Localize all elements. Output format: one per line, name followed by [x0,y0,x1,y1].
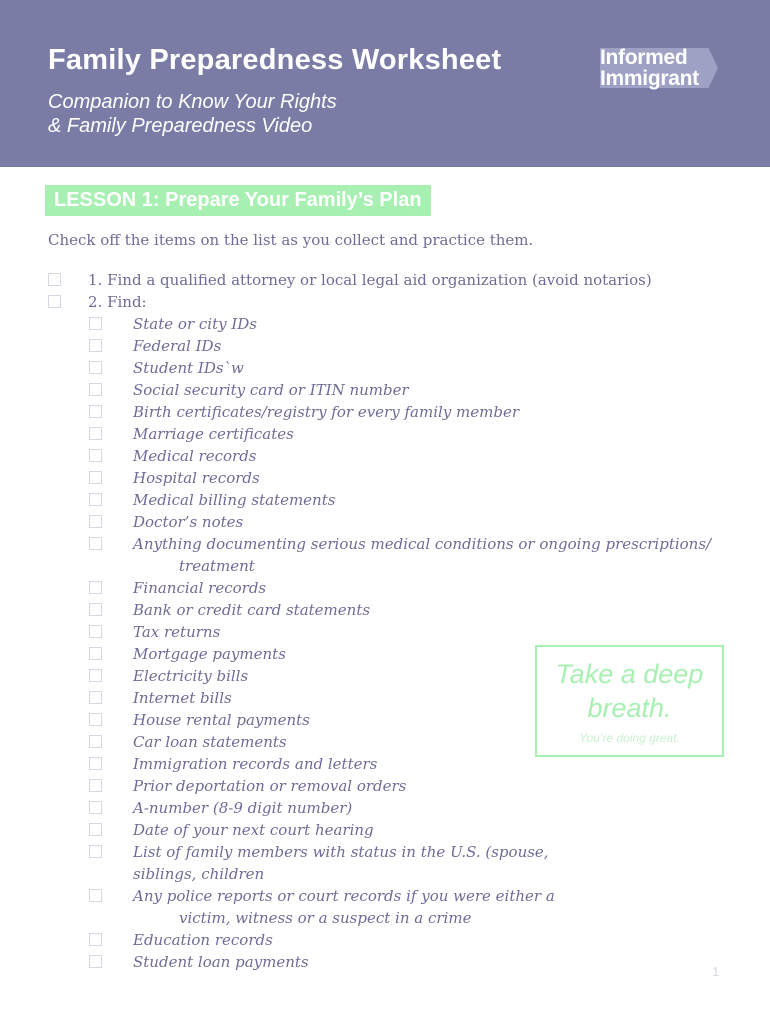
checkbox-federal-ids[interactable] [89,339,102,352]
checklist-item-medical-records: Medical records [133,447,257,465]
checklist-item-hospital-records: Hospital records [133,469,260,487]
page-number: 1 [712,964,720,979]
logo-text-line-1: Informed [600,46,688,69]
checklist-item-doctors-notes: Doctor’s notes [133,513,244,531]
checklist-item-tax-returns: Tax returns [133,623,221,641]
subtitle-line-1: Companion to Know Your Rights [48,91,337,113]
page-title: Family Preparedness Worksheet [48,44,502,76]
header-banner [0,0,770,167]
checkbox-court-hearing[interactable] [89,823,102,836]
checkbox-immigration-records[interactable] [89,757,102,770]
callout-title-line-1: Take a deep [555,659,704,689]
checkbox-medical-records[interactable] [89,449,102,462]
checklist-item-financial-records: Financial records [133,579,267,597]
checkbox-main-2[interactable] [48,295,61,308]
checkbox-police-reports[interactable] [89,889,102,902]
callout-subtext: You’re doing great. [579,731,680,745]
checklist-item-serious-conditions: Anything documenting serious medical conditions or ongoing prescriptions/ [133,535,712,553]
checklist-item-main-1: 1. Find a qualified attorney or local legal aid organization (avoid notarios) [88,271,652,289]
checklist-item-immigration-records: Immigration records and letters [133,755,378,773]
checklist-item-federal-ids: Federal IDs [133,337,222,355]
checklist-item-marriage-certificates: Marriage certificates [133,425,294,443]
page-subtitle [48,90,337,138]
checkbox-prior-deportation[interactable] [89,779,102,792]
checklist-item-police-reports: Any police reports or court records if you were either a [133,887,555,905]
callout-title-line-2: breath. [587,693,672,723]
checkbox-hospital-records[interactable] [89,471,102,484]
checkbox-serious-conditions[interactable] [89,537,102,550]
logo-text-line-2: Immigrant [600,67,699,90]
checklist-item-medical-billing: Medical billing statements [133,491,336,509]
checklist-item-car-loan: Car loan statements [133,733,287,751]
checkbox-medical-billing[interactable] [89,493,102,506]
checkbox-state-ids[interactable] [89,317,102,330]
checklist-item-student-ids: Student IDs`w [133,359,244,377]
checkbox-tax-returns[interactable] [89,625,102,638]
checklist-item-family-members-cont: siblings, children [133,865,265,883]
checkbox-financial-records[interactable] [89,581,102,594]
checkbox-electricity-bills[interactable] [89,669,102,682]
checklist-item-prior-deportation: Prior deportation or removal orders [133,777,407,795]
intro-text: Check off the items on the list as you collect and practice them. [48,231,534,249]
checklist-item-serious-conditions-cont: treatment [179,557,255,575]
checkbox-student-ids[interactable] [89,361,102,374]
checklist-item-state-ids: State or city IDs [133,315,258,333]
checkbox-main-1[interactable] [48,273,61,286]
checklist-item-house-rental: House rental payments [133,711,310,729]
subtitle-line-2: & Family Preparedness Video [48,115,313,137]
checkbox-bank-statements[interactable] [89,603,102,616]
checklist-item-birth-certificates: Birth certificates/registry for every family member [133,403,520,421]
lesson-heading: LESSON 1: Prepare Your Family’s Plan [45,185,431,216]
checklist-item-student-loans: Student loan payments [133,953,309,971]
checklist-item-main-2: 2. Find: [88,293,147,311]
checkbox-internet-bills[interactable] [89,691,102,704]
checkbox-birth-certificates[interactable] [89,405,102,418]
checkbox-mortgage-payments[interactable] [89,647,102,660]
checkbox-car-loan[interactable] [89,735,102,748]
checklist-item-electricity-bills: Electricity bills [133,667,249,685]
checkbox-student-loans[interactable] [89,955,102,968]
checklist-item-education-records: Education records [133,931,273,949]
checklist-item-family-members: List of family members with status in the U.S. (spouse, [133,843,549,861]
checklist-item-bank-statements: Bank or credit card statements [133,601,371,619]
checkbox-family-members[interactable] [89,845,102,858]
checkbox-education-records[interactable] [89,933,102,946]
callout-title [537,657,722,725]
checkbox-house-rental[interactable] [89,713,102,726]
checkbox-a-number[interactable] [89,801,102,814]
deep-breath-callout [535,645,724,757]
checkbox-social-security[interactable] [89,383,102,396]
checklist-item-social-security: Social security card or ITIN number [133,381,409,399]
checklist-item-internet-bills: Internet bills [133,689,232,707]
checklist-item-police-reports-cont: victim, witness or a suspect in a crime [179,909,472,927]
checklist-item-a-number: A-number (8-9 digit number) [133,799,353,817]
checklist-item-court-hearing: Date of your next court hearing [133,821,374,839]
checklist-item-mortgage-payments: Mortgage payments [133,645,286,663]
checkbox-doctors-notes[interactable] [89,515,102,528]
informed-immigrant-logo [596,46,724,92]
checkbox-marriage-certificates[interactable] [89,427,102,440]
